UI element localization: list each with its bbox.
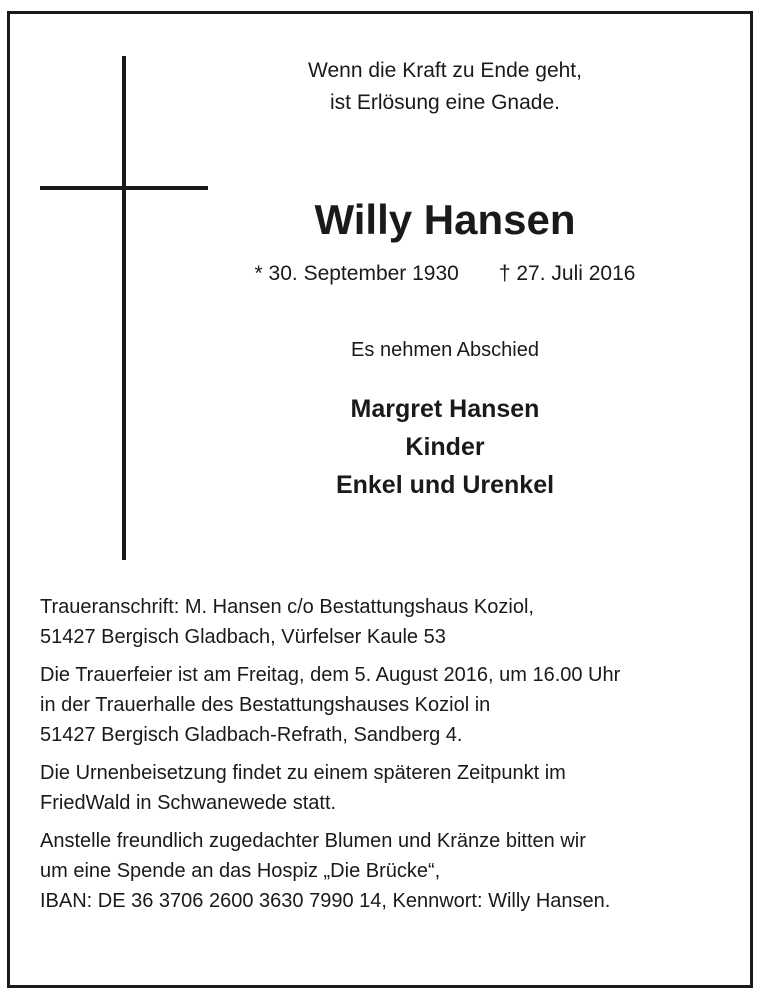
address-paragraph (40, 592, 740, 652)
cross-vertical-bar (122, 56, 126, 560)
death-date: † 27. Juli 2016 (498, 262, 636, 285)
text-line: 51427 Bergisch Gladbach, Vürfelser Kaule 53 (40, 626, 446, 648)
cross-horizontal-bar (40, 186, 208, 190)
text-line: in der Trauerhalle des Bestattungshauses Koziol in (40, 694, 491, 716)
mourners (220, 390, 670, 504)
motto-line: Wenn die Kraft zu Ende geht, (308, 59, 582, 82)
farewell-intro: Es nehmen Abschied (351, 339, 539, 361)
text-line: Die Urnenbeisetzung findet zu einem späteren Zeitpunkt im (40, 762, 566, 784)
ceremony-paragraph (40, 660, 740, 750)
birth-date: * 30. September 1930 (254, 262, 459, 285)
motto (220, 55, 670, 119)
notice-details (40, 592, 740, 924)
deceased-name: Willy Hansen (314, 196, 576, 243)
mourner-line: Enkel und Urenkel (335, 471, 555, 499)
text-line: Anstelle freundlich zugedachter Blumen und Kränze bitten wir (40, 830, 586, 852)
text-line: Traueranschrift: M. Hansen c/o Bestattungshaus Koziol, (40, 596, 534, 618)
text-line: Die Trauerfeier ist am Freitag, dem 5. August 2016, um 16.00 Uhr (40, 664, 621, 686)
motto-line: ist Erlösung eine Gnade. (330, 91, 560, 114)
text-line: um eine Spende an das Hospiz „Die Brücke“, (40, 860, 441, 882)
text-line: 51427 Bergisch Gladbach-Refrath, Sandberg 4. (40, 724, 463, 746)
mourner-line: Margret Hansen (350, 395, 540, 423)
text-line: IBAN: DE 36 3706 2600 3630 7990 14, Kennwort: Willy Hansen. (40, 890, 611, 912)
mourner-line: Kinder (405, 433, 485, 461)
text-line: FriedWald in Schwanewede statt. (40, 792, 337, 814)
donation-paragraph (40, 826, 740, 916)
burial-paragraph (40, 758, 740, 818)
life-dates (210, 258, 680, 290)
